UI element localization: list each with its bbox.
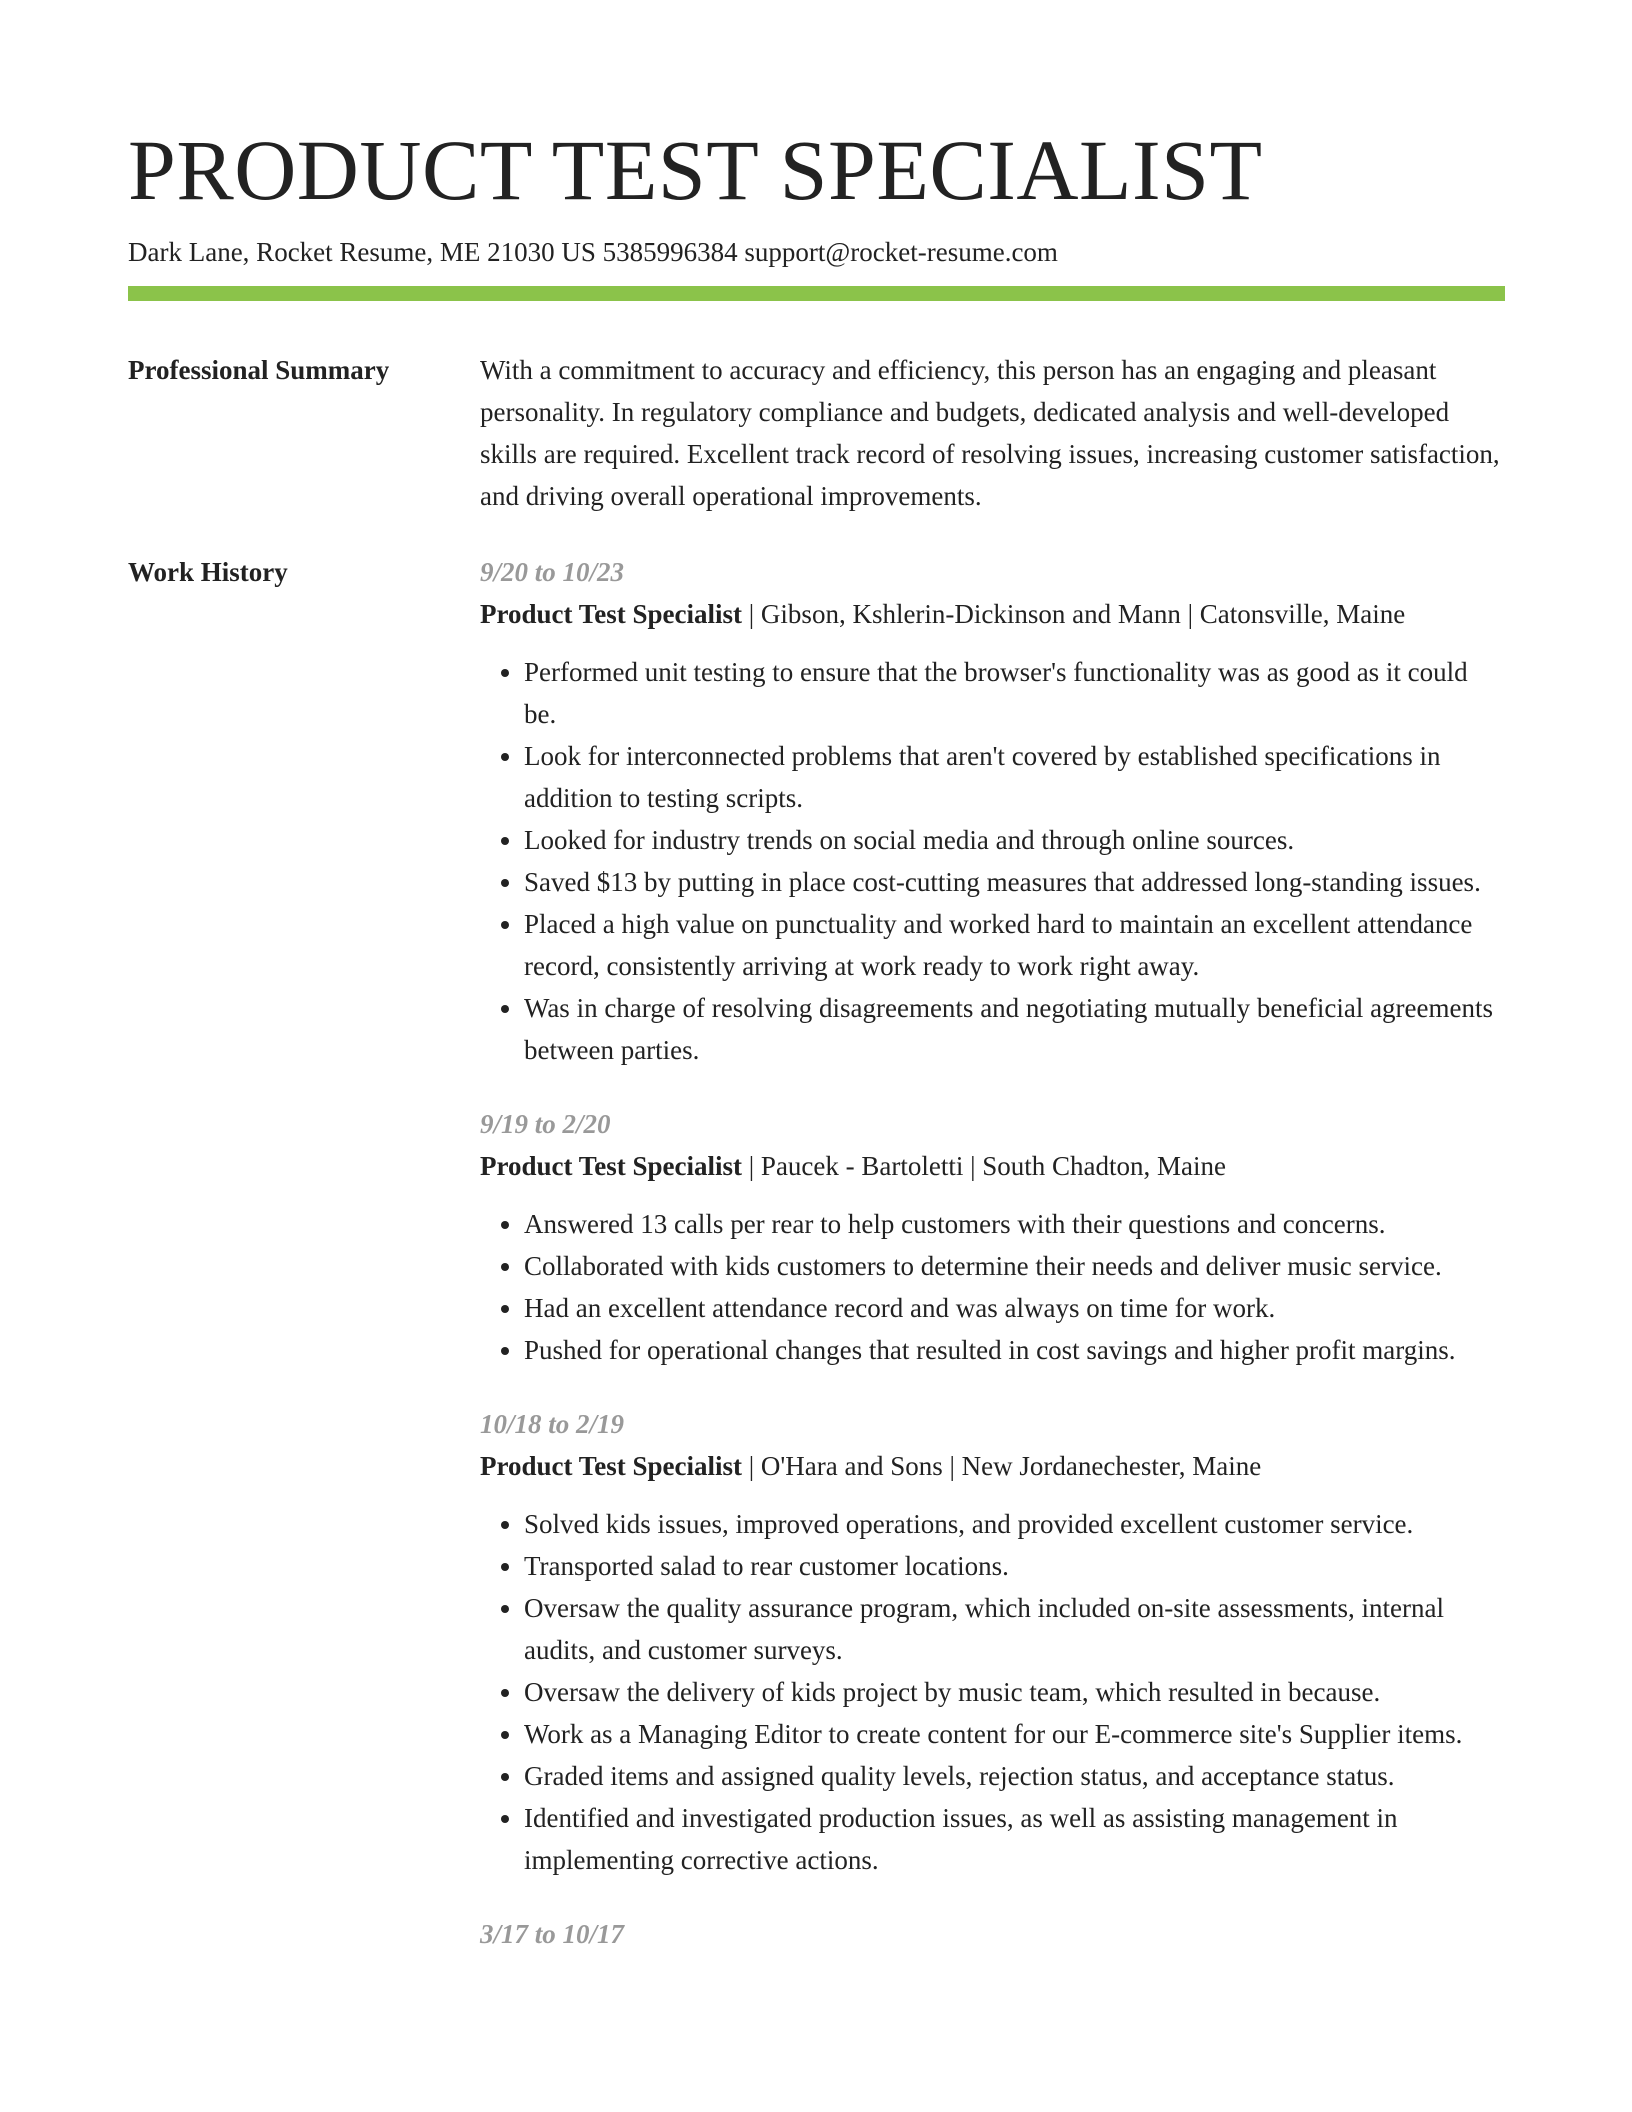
resume-page xyxy=(128,0,1505,1987)
job-heading xyxy=(480,1145,1505,1187)
job-entry xyxy=(480,1403,1505,1881)
job-dates: 9/20 to 10/23 xyxy=(480,557,625,587)
job-bullets xyxy=(480,1503,1505,1881)
work-history-section xyxy=(128,551,1505,1987)
job-entry xyxy=(480,1103,1505,1371)
job-details: | Paucek - Bartoletti | South Chadton, Maine xyxy=(742,1151,1227,1181)
job-title: Product Test Specialist xyxy=(480,599,743,629)
job-bullets xyxy=(480,651,1505,1071)
job-entry xyxy=(480,551,1505,1071)
job-dates: 9/19 to 2/20 xyxy=(480,1109,611,1139)
job-bullet: • Identified and investigated production issues, as well as assisting management in implementing corrective actions. xyxy=(524,1797,1505,1881)
job-details: | Gibson, Kshlerin-Dickinson and Mann | Catonsville, Maine xyxy=(742,599,1406,629)
section-label-summary: Professional Summary xyxy=(128,355,390,385)
job-bullets xyxy=(480,1203,1505,1371)
job-bullet: • Look for interconnected problems that aren't covered by established specifications in addition to testing scripts. xyxy=(524,735,1505,819)
job-bullet: • Had an excellent attendance record and was always on time for work. xyxy=(524,1287,1505,1329)
job-title: Product Test Specialist xyxy=(480,1151,743,1181)
job-bullet: • Transported salad to rear customer locations. xyxy=(524,1545,1505,1587)
job-bullet: • Graded items and assigned quality levels, rejection status, and acceptance status. xyxy=(524,1755,1505,1797)
job-bullet: • Saved $13 by putting in place cost-cutting measures that addressed long-standing issues. xyxy=(524,861,1505,903)
job-bullet: • Placed a high value on punctuality and worked hard to maintain an excellent attendance record, consistently arriving at work ready to work right away. xyxy=(524,903,1505,987)
job-bullet: • Oversaw the quality assurance program, which included on-site assessments, internal audits, and customer surveys. xyxy=(524,1587,1505,1671)
job-bullet: • Performed unit testing to ensure that the browser's functionality was as good as it could be. xyxy=(524,651,1505,735)
job-bullet: • Collaborated with kids customers to determine their needs and deliver music service. xyxy=(524,1245,1505,1287)
summary-body xyxy=(480,349,1505,517)
resume-title: PRODUCT TEST SPECIALIST xyxy=(128,122,1263,218)
job-heading xyxy=(480,1445,1505,1487)
professional-summary-section xyxy=(128,349,1505,517)
job-bullet: • Solved kids issues, improved operations, and provided excellent customer service. xyxy=(524,1503,1505,1545)
job-title: Product Test Specialist xyxy=(480,1451,743,1481)
job-bullet: • Looked for industry trends on social media and through online sources. xyxy=(524,819,1505,861)
job-details: | O'Hara and Sons | New Jordanechester, Maine xyxy=(742,1451,1262,1481)
job-dates: 3/17 to 10/17 xyxy=(480,1919,625,1949)
work-history-body xyxy=(480,551,1505,1987)
contact-line: Dark Lane, Rocket Resume, ME 21030 US 5385996384 support@rocket-resume.com xyxy=(128,237,1058,267)
job-bullet: • Oversaw the delivery of kids project by music team, which resulted in because. xyxy=(524,1671,1505,1713)
job-bullet: • Pushed for operational changes that resulted in cost savings and higher profit margins. xyxy=(524,1329,1505,1371)
job-bullet: • Was in charge of resolving disagreements and negotiating mutually beneficial agreements between parties. xyxy=(524,987,1505,1071)
section-label-work: Work History xyxy=(128,557,288,587)
job-dates: 10/18 to 2/19 xyxy=(480,1409,625,1439)
job-heading xyxy=(480,593,1505,635)
header-divider xyxy=(128,286,1505,301)
job-entry xyxy=(480,1913,1505,1955)
job-bullet: • Work as a Managing Editor to create content for our E-commerce site's Supplier items. xyxy=(524,1713,1505,1755)
job-bullet: • Answered 13 calls per rear to help customers with their questions and concerns. xyxy=(524,1203,1505,1245)
summary-text: With a commitment to accuracy and efficiency, this person has an engaging and pleasant personality. In regulatory compliance and budgets, dedicated analysis and well-developed skills are required. Excellent track record of resolving issues, increasing customer satisfaction, and driving overall operational improvements. xyxy=(480,355,1500,511)
